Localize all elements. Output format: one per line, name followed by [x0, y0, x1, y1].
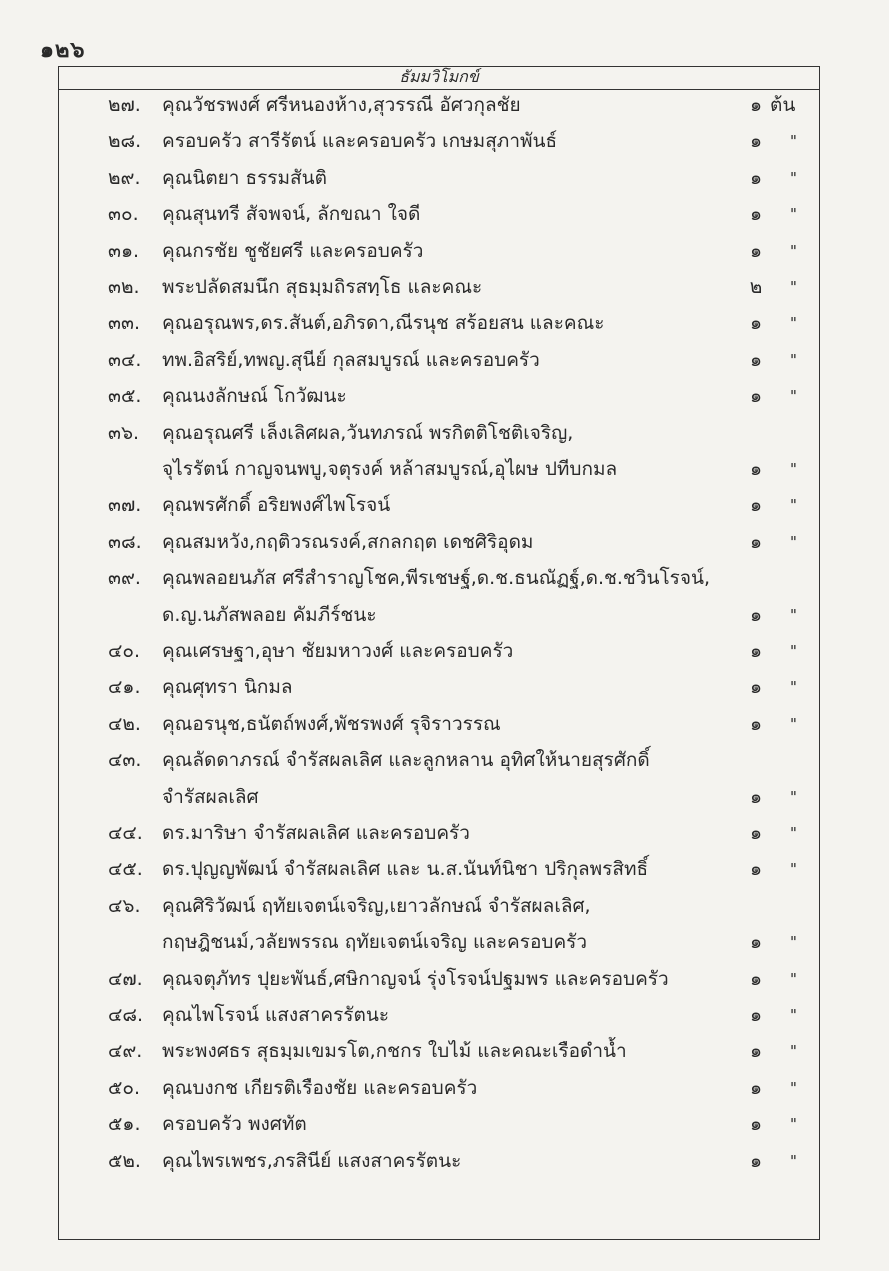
entry-quantity: ๑	[749, 603, 763, 626]
entry-name: คุณเศรษฐา,อุษา ชัยมหาวงศ์ และครอบครัว	[162, 640, 514, 662]
ditto-mark: "	[790, 1151, 797, 1170]
ditto-mark: "	[790, 969, 797, 988]
list-item	[0, 670, 820, 704]
ditto-mark: "	[790, 1115, 797, 1134]
list-item	[0, 561, 820, 595]
header-title: ธัมมวิโมกข์	[399, 67, 479, 86]
entry-quantity: ๑	[749, 640, 763, 662]
entry-quantity: ๑	[749, 1040, 763, 1063]
ditto-mark: "	[790, 605, 797, 624]
list-item	[0, 525, 820, 559]
entry-quantity: ๒	[749, 276, 763, 298]
entry-number: ๓๐.	[108, 203, 139, 226]
list-item	[0, 598, 820, 632]
entry-quantity: ๑	[749, 785, 763, 808]
list-item	[0, 379, 820, 413]
entry-name: คุณศุทรา นิกมล	[162, 676, 293, 699]
entry-number: ๓๕.	[108, 385, 142, 408]
entry-number: ๕๑.	[108, 1113, 141, 1136]
entry-number: ๔๕.	[108, 858, 143, 881]
list-item	[0, 161, 820, 195]
entry-name: คุณกรชัย ชูชัยศรี และครอบครัว	[162, 239, 424, 262]
list-item	[0, 1144, 820, 1178]
entry-name: คุณไพรเพชร,ภรสินีย์ แสงสาครรัตนะ	[162, 1149, 462, 1172]
entry-name: คุณนงลักษณ์ โกวัฒนะ	[162, 385, 347, 408]
ditto-mark: "	[790, 1078, 797, 1097]
entry-number: ๓๗.	[108, 494, 142, 517]
entry-quantity: ๑	[749, 1149, 763, 1172]
entry-number: ๕๐.	[108, 1076, 141, 1099]
page-number: ๑๒๖	[40, 38, 86, 63]
ditto-mark: "	[790, 824, 797, 842]
list-item	[0, 234, 820, 268]
ditto-mark: "	[790, 787, 797, 806]
entry-name-continued: กฤษฎิชนม์,วลัยพรรณ ฤทัยเจตน์เจริญ และครอบครัว	[162, 931, 588, 954]
entry-quantity: ๑	[749, 348, 763, 371]
entry-name: คุณลัดดาภรณ์ จำรัสผลเลิศ และลูกหลาน อุทิศให้นายสุรศักดิ์	[162, 749, 650, 772]
list-item	[0, 306, 820, 340]
list-item	[0, 634, 820, 668]
ditto-mark: "	[790, 1042, 797, 1061]
entry-quantity: ๑	[749, 458, 763, 480]
entry-quantity: ๑	[749, 494, 763, 517]
ditto-mark: "	[790, 460, 797, 478]
entry-number: ๔๙.	[108, 1040, 143, 1063]
list-item	[0, 743, 820, 777]
entry-number: ๔๔.	[108, 822, 143, 844]
entry-name: คุณไพโรจน์ แสงสาครรัตนะ	[162, 1004, 390, 1026]
entry-quantity: ๑	[749, 312, 763, 335]
list-item	[0, 1034, 820, 1068]
list-item	[0, 270, 820, 304]
entry-number: ๓๘.	[108, 530, 142, 553]
entry-name: ครอบครัว พงศทัต	[162, 1113, 307, 1136]
list-item	[0, 925, 820, 959]
entry-number: ๓๖.	[108, 421, 140, 444]
entry-quantity: ๑	[749, 130, 763, 153]
ditto-mark: "	[790, 496, 797, 515]
entry-name-continued: จำรัสผลเลิศ	[162, 785, 259, 808]
list-item	[0, 416, 820, 450]
entry-number: ๒๗.	[108, 94, 141, 116]
list-item	[0, 707, 820, 741]
unit-label: ต้น	[770, 94, 796, 116]
entry-name: ทพ.อิสริย์,ทพญ.สุนีย์ กุลสมบูรณ์ และครอบครัว	[162, 348, 540, 371]
entry-number: ๕๒.	[108, 1149, 141, 1172]
entry-quantity: ๑	[749, 822, 763, 844]
entry-number: ๓๑.	[108, 239, 140, 262]
entry-quantity: ๑	[749, 858, 763, 881]
list-item	[0, 1071, 820, 1105]
entry-number: ๔๐.	[108, 640, 141, 662]
entry-number: ๒๘.	[108, 130, 142, 153]
entry-name: คุณพลอยนภัส ศรีสำราญโชค,พีรเชษฐ์,ด.ช.ธนณัฏฐ์,ด.ช.ชวินโรจน์,	[162, 567, 711, 590]
list-item	[0, 197, 820, 231]
ditto-mark: "	[790, 642, 797, 660]
entry-name-continued: จุไรรัตน์ กาญจนพบู,จตุรงค์ หล้าสมบูรณ์,อุไผษ ปทีบกมล	[162, 458, 618, 480]
entry-number: ๔๓.	[108, 749, 142, 772]
entry-quantity: ๑	[749, 676, 763, 699]
entry-name: คุณสุนทรี สัจพจน์, ลักขณา ใจดี	[162, 203, 421, 226]
entry-quantity: ๑	[749, 1076, 763, 1099]
entry-number: ๔๖.	[108, 894, 141, 917]
entry-name: คุณอรุณพร,ดร.สันต์,อภิรดา,ณีรนุช สร้อยสน และคณะ	[162, 312, 605, 335]
ditto-mark: "	[790, 205, 797, 224]
ditto-mark: "	[790, 278, 797, 296]
list-item	[0, 488, 820, 522]
ditto-mark: "	[790, 241, 797, 260]
entry-name: คุณวัชรพงศ์ ศรีหนองห้าง,สุวรรณี อัศวกุลชัย	[162, 94, 521, 116]
entry-quantity: ๑	[749, 967, 763, 990]
entry-quantity: ๑	[749, 530, 763, 553]
entry-name: พระพงศธร สุธมฺมเขมรโต,กชกร ใบไม้ และคณะเรือดำน้ำ	[162, 1040, 627, 1063]
list-item	[0, 88, 820, 122]
ditto-mark: "	[790, 714, 797, 733]
list-item	[0, 962, 820, 996]
list-item	[0, 998, 820, 1032]
entry-number: ๔๗.	[108, 967, 143, 990]
entry-name: คุณสมหวัง,กฤติวรณรงค์,สกลกฤต เดชศิริอุดม	[162, 530, 534, 553]
entry-name: คุณพรศักดิ์ อริยพงศ์ไพโรจน์	[162, 494, 391, 517]
ditto-mark: "	[790, 860, 797, 879]
entry-number: ๒๙.	[108, 166, 141, 189]
ditto-mark: "	[790, 532, 797, 551]
entry-name: พระปลัดสมนึก สุธมฺมถิรสทฺโธ และคณะ	[162, 276, 483, 298]
list-item	[0, 343, 820, 377]
list-item	[0, 124, 820, 158]
list-item	[0, 1107, 820, 1141]
ditto-mark: "	[790, 350, 797, 369]
ditto-mark: "	[790, 168, 797, 187]
entry-quantity: ๑	[749, 1004, 763, 1026]
entry-name: คุณอรนุช,ธนัตถ์พงศ์,พัชรพงศ์ รุจิราวรรณ	[162, 712, 501, 735]
entry-name-continued: ด.ญ.นภัสพลอย คัมภีร์ชนะ	[162, 603, 377, 626]
ditto-mark: "	[790, 314, 797, 333]
entry-quantity: ๑	[749, 239, 763, 262]
entry-name: คุณจตุภัทร ปุยะพันธ์,ศษิกาญจน์ รุ่งโรจน์ปฐมพร และครอบครัว	[162, 967, 669, 990]
entry-name: ดร.ปุญญพัฒน์ จำรัสผลเลิศ และ น.ส.นันท์นิชา ปริกุลพรสิทธิ์	[162, 858, 649, 881]
entry-quantity: ๑	[749, 931, 763, 954]
ditto-mark: "	[790, 1006, 797, 1024]
entry-number: ๔๒.	[108, 712, 141, 735]
entry-name: ครอบครัว สารีรัตน์ และครอบครัว เกษมสุภาพันธ์	[162, 130, 558, 153]
entry-number: ๓๔.	[108, 348, 142, 371]
entry-quantity: ๑	[749, 712, 763, 735]
ditto-mark: "	[790, 387, 797, 406]
list-item	[0, 852, 820, 886]
entry-quantity: ๑	[749, 203, 763, 226]
ditto-mark: "	[790, 132, 797, 151]
entry-name: คุณอรุณศรี เล็งเลิศผล,วันทภรณ์ พรกิตติโชติเจริญ,	[162, 421, 574, 444]
entry-quantity: ๑	[749, 166, 763, 189]
list-item	[0, 780, 820, 814]
entry-name: คุณบงกช เกียรติเรืองชัย และครอบครัว	[162, 1076, 478, 1099]
entry-number: ๓๓.	[108, 312, 141, 335]
entry-number: ๓๒.	[108, 276, 140, 298]
list-item	[0, 816, 820, 850]
ditto-mark: "	[790, 933, 797, 952]
list-item	[0, 889, 820, 923]
entry-number: ๓๙.	[108, 567, 141, 590]
entry-name: ดร.มาริษา จำรัสผลเลิศ และครอบครัว	[162, 822, 470, 844]
entry-name: คุณนิตยา ธรรมสันติ	[162, 166, 327, 189]
entry-quantity: ๑	[749, 385, 763, 408]
ditto-mark: "	[790, 678, 797, 697]
entry-quantity: ๑	[749, 94, 763, 116]
list-item	[0, 452, 820, 486]
entry-name: คุณศิริวัฒน์ ฤทัยเจตน์เจริญ,เยาวลักษณ์ จำรัสผลเลิศ,	[162, 894, 591, 917]
entry-number: ๔๘.	[108, 1004, 144, 1026]
entry-quantity: ๑	[749, 1113, 763, 1136]
entry-number: ๔๑.	[108, 676, 141, 699]
